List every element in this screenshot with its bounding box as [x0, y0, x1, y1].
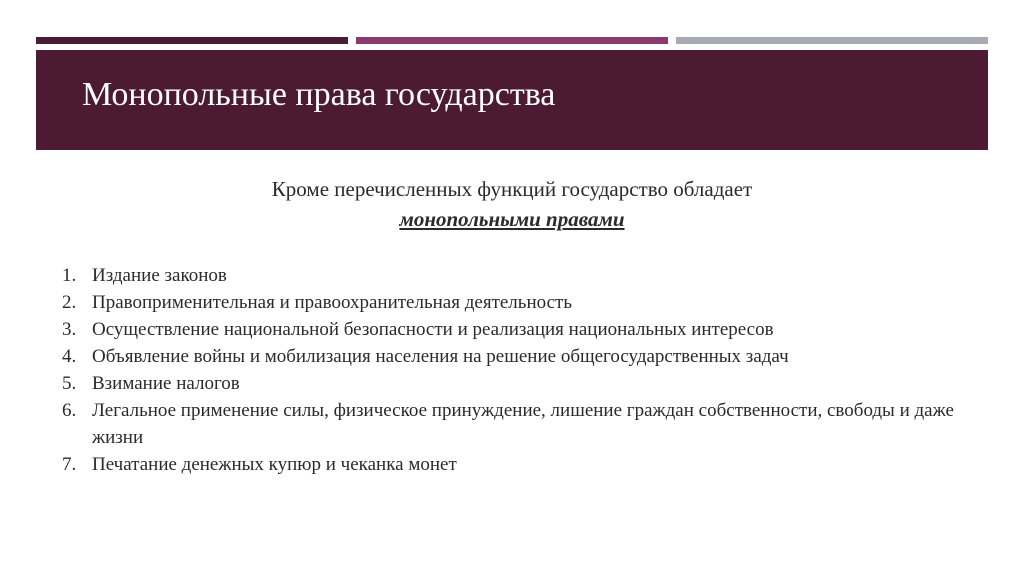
list-item — [62, 289, 962, 316]
list-item-text: Осуществление национальной безопасности и реализация национальных интересов — [92, 319, 774, 340]
list-item — [62, 262, 962, 289]
list-item — [62, 370, 962, 397]
decor-stripe-gray — [676, 37, 988, 44]
title-bar — [36, 50, 988, 150]
list-item — [62, 397, 962, 451]
intro-line-1: Кроме перечисленных функций государство обладает — [271, 177, 753, 201]
list-item-text: Объявление войны и мобилизация населения на решение общегосударственных задач — [92, 346, 789, 367]
list-item — [62, 343, 962, 370]
decor-stripe-dark — [36, 37, 348, 44]
list-item-text: Печатание денежных купюр и чеканка монет — [92, 454, 457, 475]
list-item-text: Легальное применение силы, физическое принуждение, лишение граждан собственности, свободы и даже жизни — [92, 400, 954, 448]
list-item — [62, 316, 962, 343]
list-item-number: 6. — [62, 400, 77, 421]
list-item-number: 7. — [62, 454, 77, 475]
decor-stripe-magenta — [356, 37, 668, 44]
list-item-number: 4. — [62, 346, 77, 367]
list-item-text: Правоприменительная и правоохранительная деятельность — [92, 292, 572, 313]
intro-text — [0, 174, 1024, 234]
slide-title: Монопольные права государства — [82, 76, 556, 113]
list-item-text: Издание законов — [92, 265, 227, 286]
list-item-number: 1. — [62, 265, 77, 286]
list-item-number: 2. — [62, 292, 77, 313]
list-item-number: 5. — [62, 373, 77, 394]
intro-line-2-emphasis: монопольными правами — [399, 207, 625, 231]
list-item — [62, 451, 962, 478]
list-item-text: Взимание налогов — [92, 373, 240, 394]
list-item-number: 3. — [62, 319, 77, 340]
rights-list — [62, 262, 962, 478]
